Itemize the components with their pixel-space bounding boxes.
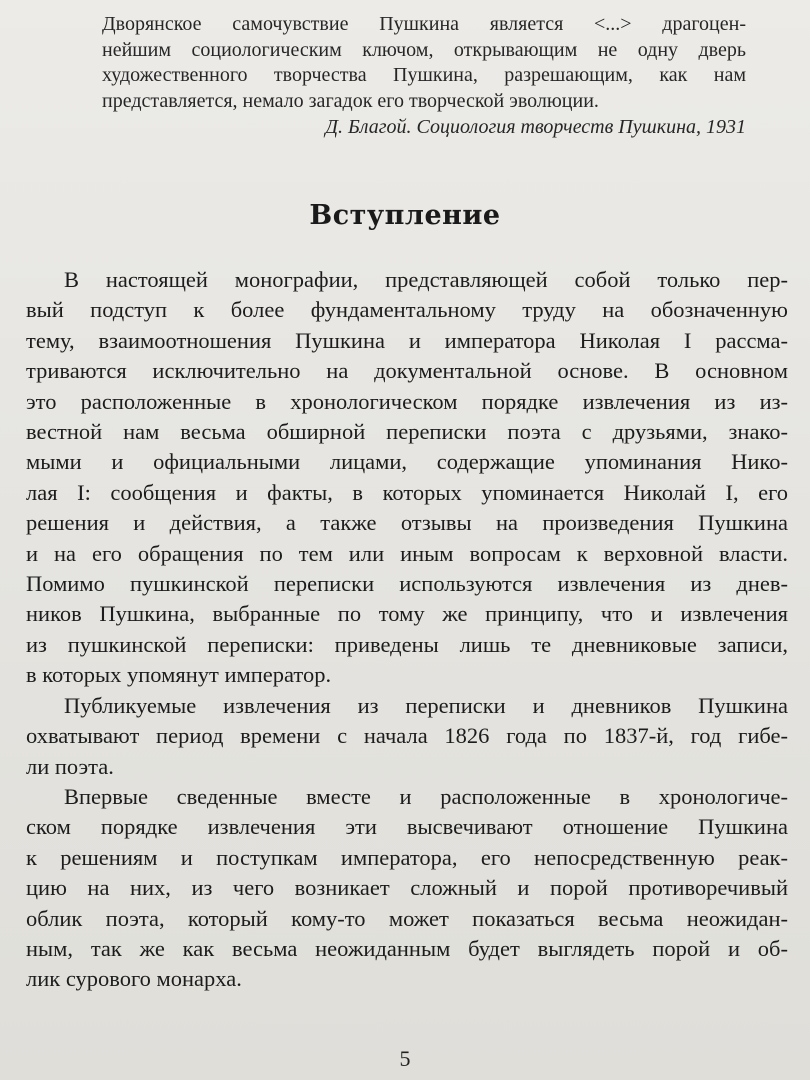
text-line: в которых упомянут император. bbox=[26, 662, 332, 688]
epigraph bbox=[102, 12, 746, 141]
text-line: ском порядке извлечения эти высвечивают отношение Пушкина bbox=[26, 814, 788, 840]
text-line: В настоящей монографии, представляющей собой только пер- bbox=[64, 267, 788, 292]
text-line: мыми и официальными лицами, содержащие упоминания Нико- bbox=[26, 449, 788, 475]
text-line: цию на них, из чего возникает сложный и порой противоречивый bbox=[26, 875, 788, 901]
chapter-heading: Вступление bbox=[309, 200, 501, 231]
text-line: ников Пушкина, выбранные по тому же принципу, что и извлечения bbox=[26, 601, 788, 627]
text-line: лик сурового монарха. bbox=[26, 966, 242, 992]
text-line: к решениям и поступкам императора, его непосредственную реак- bbox=[26, 844, 788, 870]
text-line: решения и действия, а также отзывы на произведения Пушкина bbox=[26, 510, 788, 536]
text-line: охватывают период времени с начала 1826 года по 1837-й, год гибе- bbox=[26, 723, 788, 749]
paragraph bbox=[26, 782, 788, 995]
paragraph bbox=[26, 265, 788, 691]
epigraph-line: нейшим социологическим ключом, открывающим не одну дверь bbox=[102, 38, 746, 61]
text-line: это расположенные в хронологическом порядке извлечения из из- bbox=[26, 388, 788, 414]
text-line: вый подступ к более фундаментальному труду на обозначенную bbox=[26, 297, 788, 323]
text-line: ным, так же как весьма неожиданным будет выглядеть порой и об- bbox=[26, 935, 788, 961]
text-line: Публикуемые извлечения из переписки и дневников Пушкина bbox=[64, 692, 788, 718]
text-line: вестной нам весьма обширной переписки поэта с друзьями, знако- bbox=[26, 419, 788, 445]
epigraph-line: художественного творчества Пушкина, разрешающим, как нам bbox=[102, 64, 746, 86]
text-line: ли поэта. bbox=[26, 753, 114, 779]
paragraph bbox=[26, 691, 788, 782]
text-line: лая I: сообщения и факты, в которых упоминается Николай I, его bbox=[26, 479, 788, 505]
page-number: 5 bbox=[399, 1046, 411, 1071]
text-line: облик поэта, который кому-то может показаться весьма неожидан- bbox=[26, 905, 788, 931]
text-line: триваются исключительно на документальной основе. В основном bbox=[26, 358, 788, 384]
text-line: Помимо пушкинской переписки используются извлечения из днев- bbox=[26, 571, 788, 597]
epigraph-line: представляется, немало загадок его творческой эволюции. bbox=[102, 89, 599, 112]
epigraph-source: Д. Благой. Социология творчеств Пушкина, 1931 bbox=[325, 116, 746, 138]
text-line: и на его обращения по тем или иным вопросам к верховной власти. bbox=[26, 540, 788, 566]
text-line: тему, взаимоотношения Пушкина и императора Николая I рассма- bbox=[26, 327, 788, 353]
text-line: Впервые сведенные вместе и расположенные в хронологиче- bbox=[64, 783, 788, 809]
epigraph-line: Дворянское самочувствие Пушкина является <...> драгоцен- bbox=[102, 13, 746, 35]
body-text bbox=[26, 265, 788, 995]
text-line: из пушкинской переписки: приведены лишь те дневниковые записи, bbox=[26, 631, 788, 657]
